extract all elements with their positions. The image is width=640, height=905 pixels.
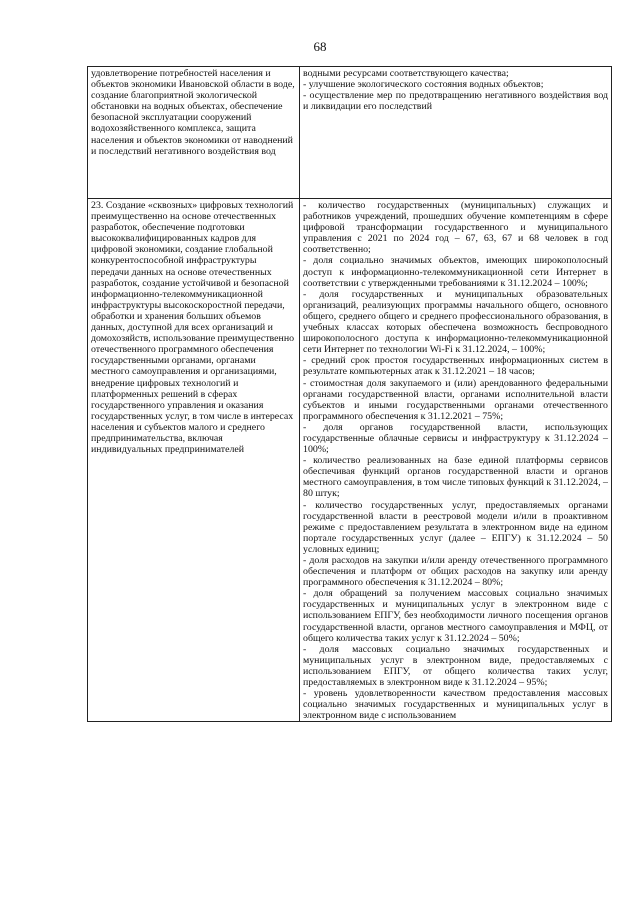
page-number: 68 (313, 39, 327, 54)
goal-cell: удовлетворение потребностей населения и объектов экономики Ивановской области в воде, создание благоприятной экологической обстановки на водных объектах, обеспечение безопасной эксплуатации сооружений водохозяйственного комплекса, защита населения и объектов экономики от наводнений и последствий негативного воздействия вод (88, 67, 300, 199)
content-table (87, 66, 612, 722)
indicators-cell (300, 199, 612, 722)
indicator-item: - доля расходов на закупки и/или аренду отечественного программного обеспечения и платформ от общих расходов на закупку или аренду программного обеспечения к 31.12.2024 – 80%; (303, 555, 608, 589)
indicator-item: - доля государственных и муниципальных образовательных организаций, реализующих программы начального общего, основного общего, среднего общего и среднего профессионального образования, в учебных классах которых обеспечена возможность беспроводного широкополосного доступа к информационно-телекоммуникационной сети Интернет по технологии Wi-Fi к 31.12.2024, – 100%; (303, 288, 608, 356)
indicator-item: - доля социально значимых объектов, имеющих широкополосный доступ к информационно-телекоммуникационной сети Интернет в соответствии с утвержденными требованиями к 31.12.2024 – 100%; (303, 255, 608, 289)
indicator-item: - количество государственных услуг, предоставляемых органами государственной власти в реестровой модели и/или в проактивном режиме с предоставлением результата в электронном виде на едином портале государственных услуг (далее – ЕПГУ) к 31.12.2024 – 50 условных единиц; (303, 499, 608, 555)
table-row (88, 199, 612, 722)
indicator-item: - доля обращений за получением массовых социально значимых государственных и муниципальных услуг в электронном виде с использованием ЕПГУ, без необходимости личного посещения органов государственной власти, органов местного самоуправления и МФЦ, от общего количества таких услуг к 31.12.2024 – 50%; (303, 588, 608, 644)
indicator-item: - количество государственных (муниципальных) служащих и работников учреждений, прошедших обучение компетенциям в сфере цифровой трансформации государственного и муниципального управления с 2021 по 2024 год – 67, 63, 67 и 68 человек в год соответственно; (303, 200, 608, 256)
indicator-item: - доля массовых социально значимых государственных и муниципальных услуг в электронном виде, предоставляемых с использованием ЕПГУ, от общего количества таких услуг, предоставляемых в электронном виде к 31.12.2024 – 95%; (303, 643, 608, 689)
indicator-item: - улучшение экологического состояния водных объектов; (303, 79, 544, 91)
goal-cell: 23. Создание «сквозных» цифровых технологий преимущественно на основе отечественных разработок, обеспечение подготовки высококвалифицированных кадров для цифровой экономики, создание глобальной конкурентоспособной инфраструктуры передачи данных на основе отечественных разработок, создание устойчивой и безопасной информационно-телекоммуникационной инфраструктуры высокоскоростной передачи, обработки и хранения больших объемов данных, доступной для всех организаций и домохозяйств, использование преимущественно отечественного программного обеспечения государственными органами, органами местного самоуправления и организациями, внедрение цифровых технологий и платформенных решений в сферах государственного управления и оказания государственных услуг, в том числе в интересах населения и субъектов малого и среднего предпринимательства, включая индивидуальных предпринимателей (88, 199, 300, 722)
indicator-item: - количество реализованных на базе единой платформы сервисов обеспечивая функций органов государственной власти и органов местного самоуправления, в том числе типовых функций к 31.12.2024, – 80 штук; (303, 455, 608, 500)
table-row (88, 67, 612, 199)
indicator-item: - осуществление мер по предотвращению негативного воздействия вод и ликвидации его последствий (303, 90, 608, 113)
indicator-item: - стоимостная доля закупаемого и (или) арендованного федеральными органами государственной власти, органами исполнительной власти субъектов и иными государственными органами отечественного программного обеспечения к 31.12.2021 – 75%; (303, 377, 608, 422)
indicators-cell (300, 67, 612, 199)
indicator-item: - доля органов государственной власти, использующих государственные облачные сервисы и инфраструктуру к 31.12.2024 – 100%; (303, 421, 608, 456)
indicator-item: водными ресурсами соответствующего качества; (303, 68, 509, 79)
indicator-item: - уровень удовлетворенности качеством предоставления массовых социально значимых государственных и муниципальных услуг в электронном виде с использованием (303, 688, 608, 722)
indicator-item: - средний срок простоя государственных информационных систем в результате компьютерных атак к 31.12.2021 – 18 часов; (303, 355, 608, 378)
